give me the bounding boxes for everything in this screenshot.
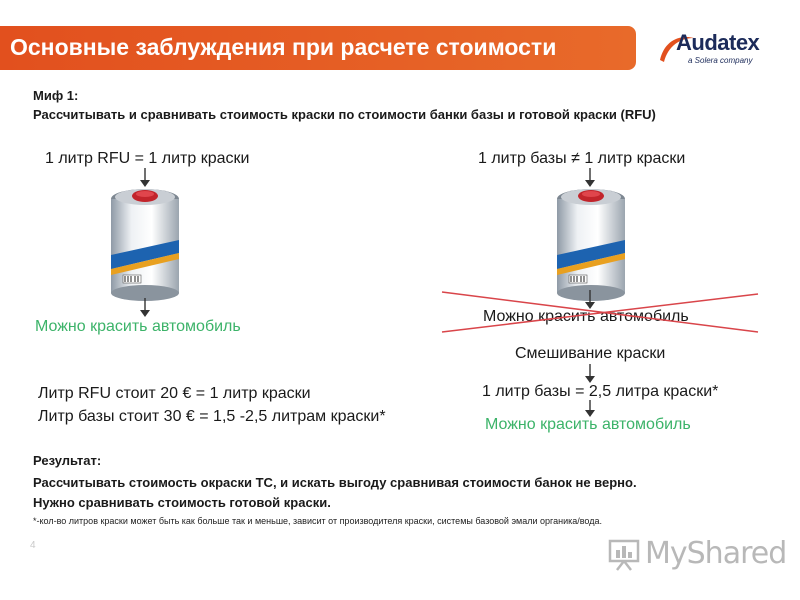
logo-wordmark: Audatex <box>676 30 760 55</box>
price-base-text: Литр базы стоит 30 € = 1,5 -2,5 литрам краски* <box>38 408 386 425</box>
result-label: Результат: <box>33 453 102 468</box>
left-heading: 1 литр RFU = 1 литр краски <box>45 150 250 167</box>
myth-label: Миф 1: <box>33 88 79 103</box>
right-result-text: Можно красить автомобиль <box>485 416 691 433</box>
footnote-text: *-кол-во литров краски может быть как больше так и меньше, зависит от производителя краски, системы базовой эмали органика/вода. <box>33 516 602 526</box>
presentation-board-icon <box>607 537 641 571</box>
logo-tagline: a Solera company <box>688 56 753 65</box>
left-result-text: Можно красить автомобиль <box>35 318 241 335</box>
myth-text: Рассчитывать и сравнивать стоимость краски по стоимости банки базы и готовой краски (RFU) <box>33 107 656 122</box>
cross-out-mark <box>440 286 760 342</box>
arrow-down-icon <box>583 364 597 384</box>
right-crossed-result-text: Можно красить автомобиль <box>483 308 689 325</box>
mixing-step-text: Смешивание краски <box>515 345 666 362</box>
slide-number: 4 <box>30 540 36 551</box>
ratio-step-text: 1 литр базы = 2,5 литра краски* <box>482 383 719 400</box>
watermark-text: MyShared <box>645 536 787 571</box>
page-title: Основные заблуждения при расчете стоимости <box>10 34 557 60</box>
result-text: Рассчитывать стоимость окраски ТС, и искать выгоду сравнивая стоимости банок не верно. Нужно сравнивать стоимость готовой краски. <box>33 475 637 510</box>
arrow-down-icon <box>138 298 152 318</box>
right-heading: 1 литр базы ≠ 1 литр краски <box>478 150 686 167</box>
price-rfu-text: Литр RFU стоит 20 € = 1 литр краски <box>38 385 311 402</box>
paint-can-icon <box>109 185 181 303</box>
